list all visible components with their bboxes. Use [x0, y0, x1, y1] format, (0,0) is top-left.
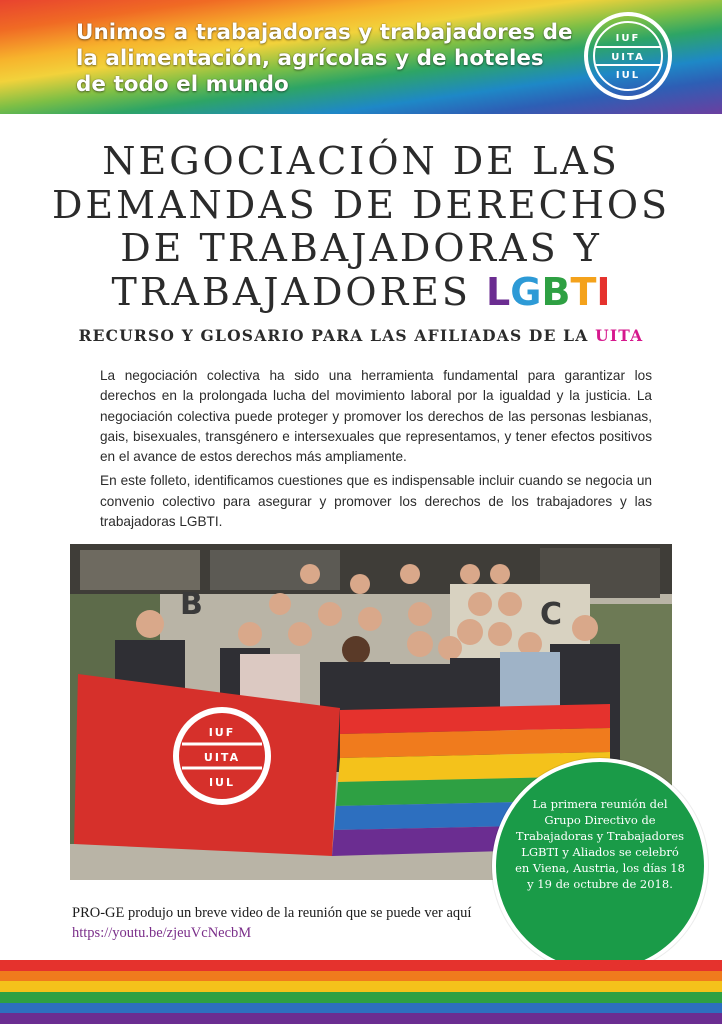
title-line-2: DEMANDAS DE DERECHOS: [51, 182, 671, 227]
stripe-blue: [0, 1003, 722, 1014]
lgbti-letter-l: L: [486, 269, 511, 314]
lgbti-word: [486, 270, 610, 314]
intro-paragraph-2: En este folleto, identificamos cuestiones que es indispensable incluir cuando se negocia un convenio colectivo para asegurar y promover los derechos de los trabajadores y las trabajadoras LGBTI.: [100, 473, 652, 530]
subtitle-accent: UITA: [595, 326, 644, 345]
stripe-red: [0, 960, 722, 971]
intro-paragraph-1: La negociación colectiva ha sido una herramienta fundamental para garantizar los derechos en la prolongada lucha del movimiento laboral por la igualdad y la justicia. La negociación colectiva puede proteger y promover los derechos de las personas lesbianas, gais, bisexuales, transgénero e intersexuales que representamos, y tener efectos positivos en el avance de estos derechos más ampliamente.: [100, 368, 652, 465]
video-link[interactable]: https://youtu.be/zjeuVcNecbM: [72, 924, 252, 941]
flag-logo-line-3: IUL: [208, 776, 236, 789]
sign-letter-b: B: [180, 587, 203, 622]
sign-letter-c: C: [540, 597, 563, 632]
video-note: [72, 904, 492, 943]
subtitle-text: RECURSO Y GLOSARIO PARA LAS AFILIADAS DE LA: [78, 326, 589, 345]
stripe-yellow: [0, 981, 722, 992]
lgbti-letter-i: I: [596, 269, 611, 314]
caption-text: La primera reunión del Grupo Directivo de Trabajadoras y Trabajadores LGBTI y Aliados se celebró en Viena, Austria, los días 18 y 19 de octubre de 2018.: [515, 797, 685, 891]
stripe-orange: [0, 971, 722, 982]
iuf-uita-iul-logo: [582, 10, 674, 102]
title-line-4-prefix: TRABAJADORES: [111, 269, 471, 314]
rainbow-stripes: [0, 960, 722, 1024]
stripe-purple: [0, 1013, 722, 1024]
lgbti-letter-g: G: [510, 269, 542, 314]
video-note-text: PRO-GE produjo un breve video de la reunión que se puede ver aquí: [72, 905, 472, 921]
flag-logo-line-1: IUF: [208, 726, 236, 739]
logo-line-2: UITA: [611, 52, 645, 63]
lgbti-letter-t: T: [570, 269, 597, 314]
logo-line-3: IUL: [615, 70, 641, 81]
lgbti-letter-b: B: [541, 269, 571, 314]
flag-logo-line-2: UITA: [203, 751, 241, 764]
intro-text: [100, 366, 652, 536]
stripe-green: [0, 992, 722, 1003]
title-line-4: [40, 271, 682, 315]
subtitle: [40, 326, 682, 345]
title-line-3: DE TRABAJADORAS Y: [120, 226, 602, 270]
header-title: Unimos a trabajadoras y trabajadores de la alimentación, agrícolas y de hoteles de todo el mundo: [76, 20, 573, 97]
title-line-1: NEGOCIACIÓN DE LAS: [102, 139, 620, 183]
header-banner: [0, 0, 722, 114]
document-title: [40, 140, 682, 314]
logo-line-1: IUF: [615, 33, 641, 44]
caption-badge: [492, 758, 708, 974]
